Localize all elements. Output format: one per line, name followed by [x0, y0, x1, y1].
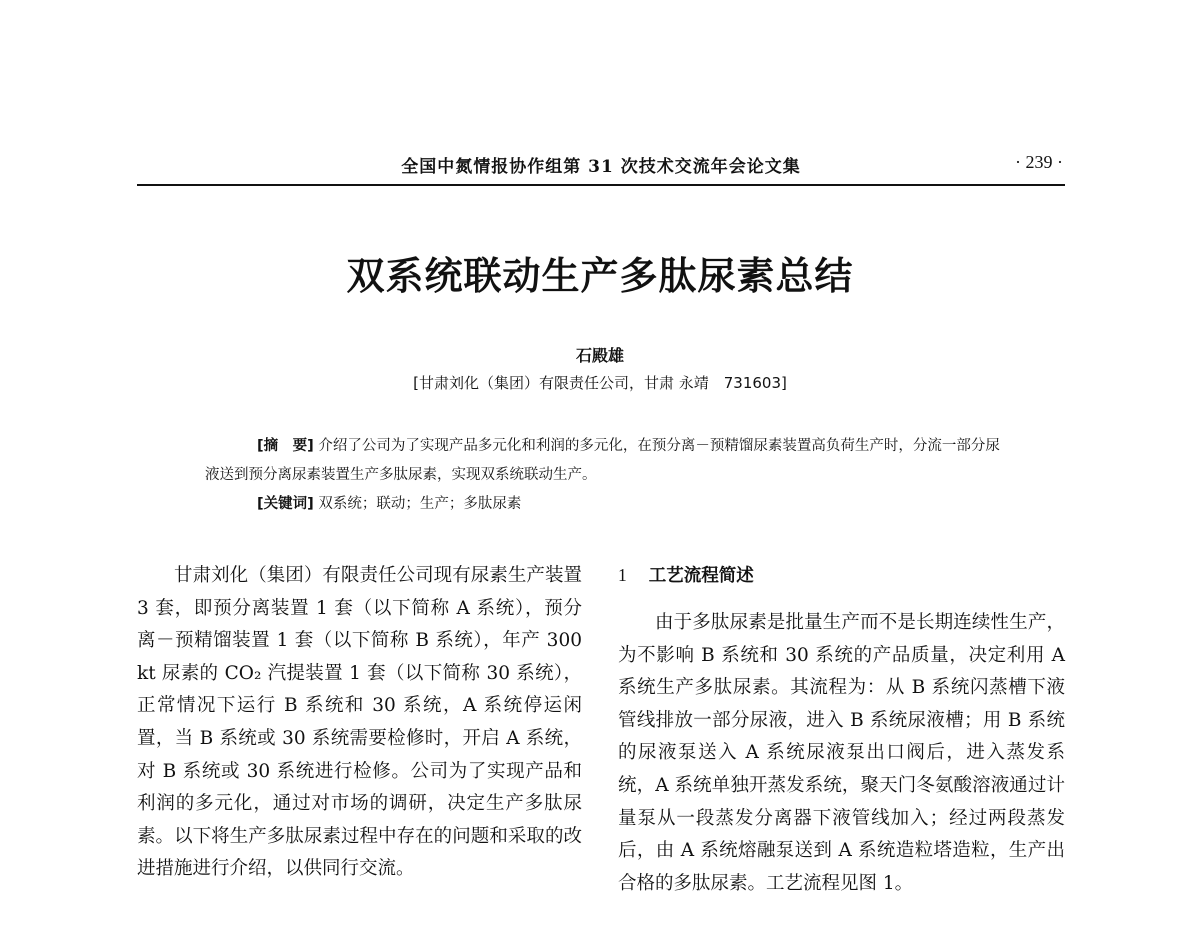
abstract-text: 介绍了公司为了实现产品多元化和利润的多元化，在预分离－预精馏尿素装置高负荷生产时，分流一部分尿液送到预分离尿素装置生产多肽尿素，实现双系统联动生产。	[205, 438, 1000, 483]
section-heading	[618, 560, 1065, 591]
keywords	[205, 490, 1005, 519]
running-head	[137, 150, 1065, 180]
header-rule	[137, 184, 1065, 186]
abstract-label: [摘 要]	[257, 438, 314, 454]
section-title: 工艺流程简述	[648, 566, 754, 586]
keywords-text: 双系统；联动；生产；多肽尿素	[318, 496, 522, 512]
abstract-block	[205, 432, 1005, 519]
process-paragraph: 由于多肽尿素是批量生产而不是长期连续性生产，为不影响 B 系统和 30 系统的产品质量，决定利用 A 系统生产多肽尿素。其流程为：从 B 系统闪蒸槽下液管线排放一部分尿液，进入 B 系统尿液槽；用 B 系统的尿液泵送入 A 系统尿液泵出口阀后，进入蒸发系统，A 系统单独开蒸发系统，聚天门冬氨酸溶液通过计量泵从一段蒸发分离器下液管线加入；经过两段蒸发后，由 A 系统熔融泵送到 A 系统造粒塔造粒，生产出合格的多肽尿素。工艺流程见图 1。	[618, 612, 1065, 894]
keywords-label: [关键词]	[257, 496, 314, 512]
section-number: 1	[618, 565, 627, 585]
abstract	[205, 432, 1005, 490]
intro-paragraph: 甘肃刘化（集团）有限责任公司现有尿素生产装置 3 套，即预分离装置 1 套（以下简称 A 系统），预分离－预精馏装置 1 套（以下简称 B 系统），年产 300 kt 尿素的 CO₂ 汽提装置 1 套（以下简称 30 系统），正常情况下运行 B 系统和 30 系统，A 系统停运闲置，当 B 系统或 30 系统需要检修时，开启 A 系统，对 B 系统或 30 系统进行检修。公司为了实现产品和利润的多元化，通过对市场的调研，决定生产多肽尿素。以下将生产多肽尿素过程中存在的问题和采取的改进措施进行介绍，以供同行交流。	[137, 565, 582, 880]
author-affiliation: [甘肃刘化（集团）有限责任公司，甘肃 永靖 731603]	[413, 374, 787, 392]
left-column	[137, 560, 582, 886]
page-number: · 239 ·	[1015, 152, 1063, 172]
author-name: 石殿雄	[575, 346, 624, 365]
journal-title: 全国中氮情报协作组第 31 次技术交流年会论文集	[401, 157, 801, 177]
right-column	[618, 560, 1065, 900]
article-title: 双系统联动生产多肽尿素总结	[346, 253, 854, 298]
